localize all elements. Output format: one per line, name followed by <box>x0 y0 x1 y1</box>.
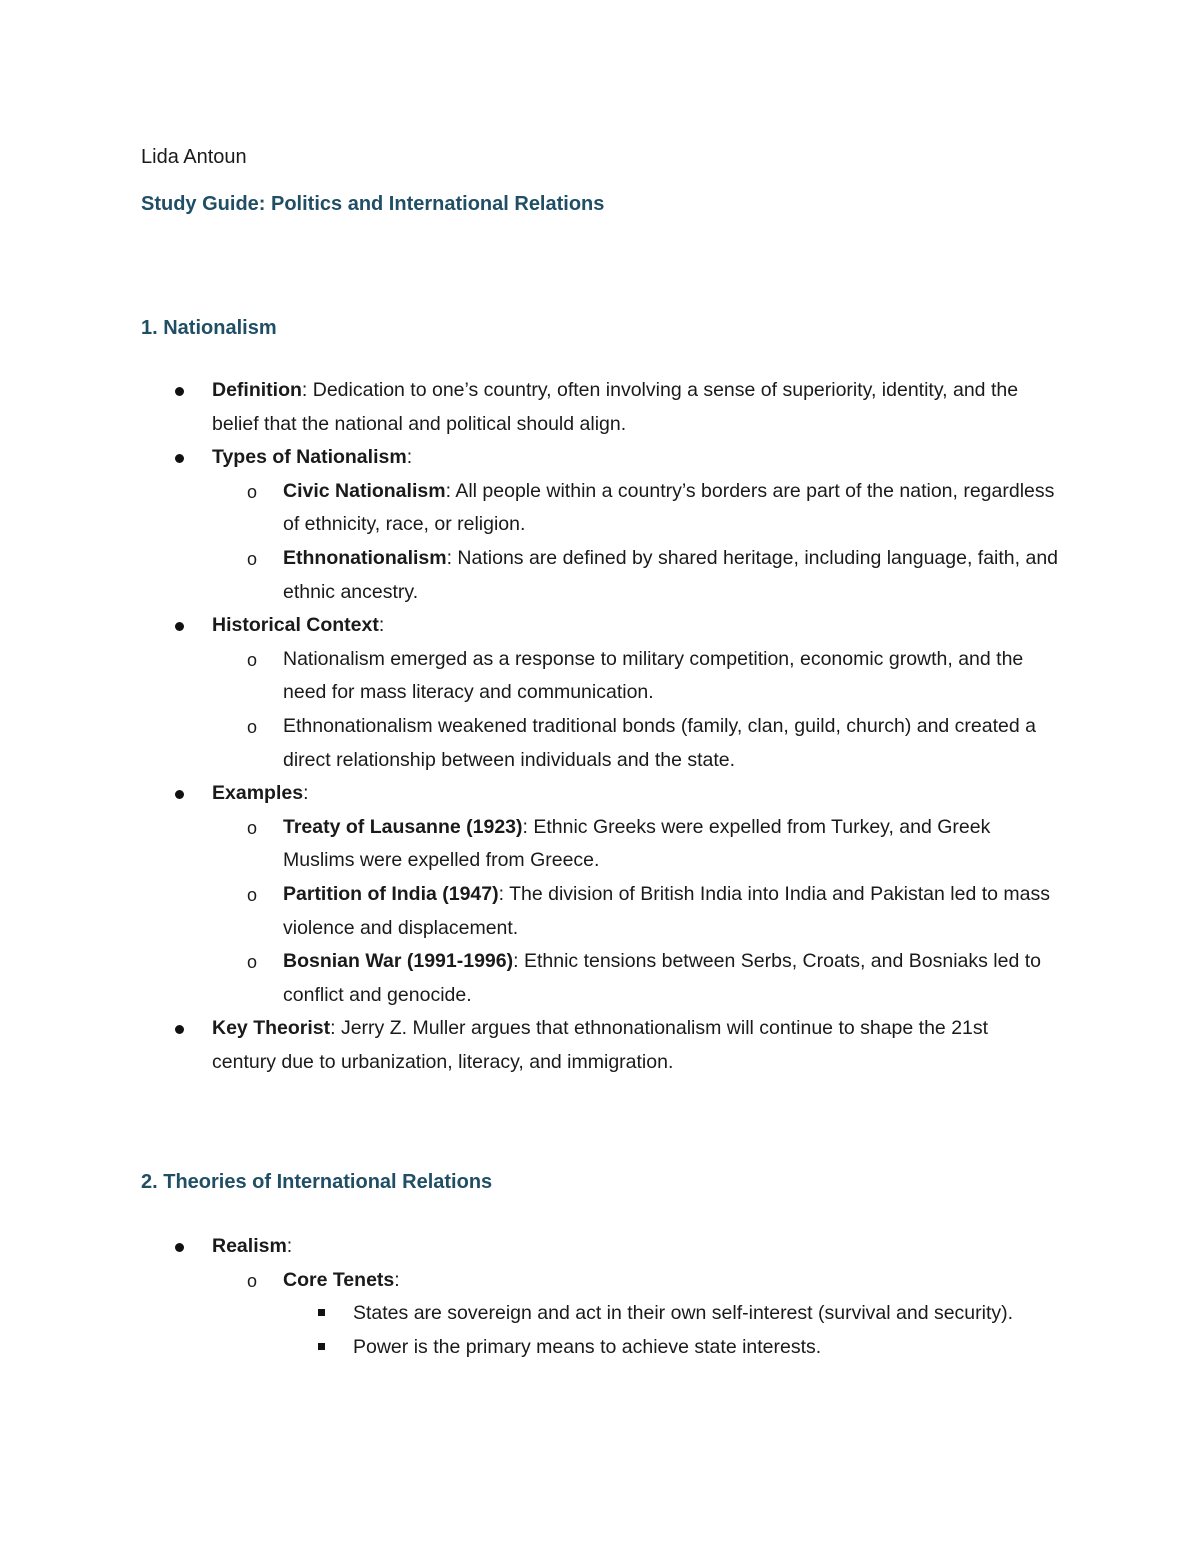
bullet-disc-icon <box>175 387 184 396</box>
colon: : <box>378 614 385 637</box>
term-definition: Definition <box>212 379 302 401</box>
bullet-circle-icon: o <box>247 548 258 569</box>
colon: : <box>286 1235 293 1257</box>
list-item-definition <box>0 374 1052 441</box>
historical-text-1: Nationalism emerged as a response to military competition, economic growth, and the need for mass literacy and communication. <box>283 647 1024 704</box>
bullet-circle-icon: o <box>247 817 258 838</box>
term-types: Types of Nationalism <box>212 446 407 469</box>
list-item-partition <box>0 878 1063 945</box>
bullet-square-icon <box>318 1309 325 1316</box>
term-theorist: Key Theorist <box>212 1017 331 1040</box>
list-item-historical-2 <box>0 710 1063 777</box>
list-item-tenet-1 <box>0 1297 1043 1331</box>
bullet-disc-icon <box>175 454 184 463</box>
definition-text: : Dedication to one’s country, often involving a sense of superiority, identity, and the belief that the national and political should align. <box>212 379 1019 435</box>
theorist-text: : Jerry Z. Muller argues that ethnonationalism will continue to shape the 21st century due to urbanization, literacy, and immigration. <box>212 1017 989 1073</box>
list-item-lausanne <box>0 811 1063 878</box>
ethno-text: : Nations are defined by shared heritage, including language, faith, and ethnic ancestry. <box>283 546 1059 603</box>
colon: : <box>303 782 309 805</box>
bullet-circle-icon: o <box>247 952 258 973</box>
bullet-disc-icon <box>175 1025 184 1034</box>
list-item-realism <box>0 1230 1052 1264</box>
list-item-bosnian <box>0 945 1063 1012</box>
colon: : <box>406 446 413 469</box>
bullet-disc-icon <box>175 790 184 799</box>
list-item-historical <box>0 609 1052 643</box>
term-partition: Partition of India (1947) <box>283 882 499 905</box>
civic-text: : All people within a country’s borders are part of the nation, regardless of ethnicity, race, or religion. <box>283 479 1055 536</box>
term-core-tenets: Core Tenets <box>283 1268 395 1291</box>
ir-theories-list <box>0 1230 1200 1364</box>
list-item-historical-1 <box>0 643 1063 710</box>
list-item-theorist <box>0 1012 1052 1079</box>
lausanne-text: : Ethnic Greeks were expelled from Turkey, and Greek Muslims were expelled from Greece. <box>283 815 991 872</box>
term-examples: Examples <box>212 782 304 805</box>
document-title: Study Guide: Politics and International Relations <box>141 193 605 215</box>
author-name: Lida Antoun <box>141 146 247 168</box>
section-heading-nationalism: 1. Nationalism <box>141 317 277 339</box>
list-item-types <box>0 441 1052 475</box>
bullet-circle-icon: o <box>247 884 258 905</box>
bullet-disc-icon <box>175 622 184 631</box>
list-item-examples <box>0 777 1052 811</box>
partition-text: : The division of British India into India and Pakistan led to mass violence and displacement. <box>283 882 1050 939</box>
list-item-tenet-2 <box>0 1331 1043 1365</box>
colon: : <box>394 1268 400 1291</box>
bullet-disc-icon <box>175 1243 184 1252</box>
bullet-circle-icon: o <box>247 481 258 502</box>
list-item-ethno <box>0 542 1063 609</box>
term-ethno: Ethnonationalism <box>283 546 447 569</box>
tenet-text-1: States are sovereign and act in their own self-interest (survival and security). <box>353 1302 1014 1325</box>
term-bosnian: Bosnian War (1991-1996) <box>283 950 514 973</box>
bullet-circle-icon: o <box>247 1270 258 1291</box>
term-realism: Realism <box>212 1235 287 1257</box>
term-historical: Historical Context <box>212 614 379 637</box>
term-civic: Civic Nationalism <box>283 479 446 502</box>
section-heading-ir-theories: 2. Theories of International Relations <box>141 1171 493 1193</box>
nationalism-list <box>0 374 1200 1079</box>
bosnian-text: : Ethnic tensions between Serbs, Croats, and Bosniaks led to conflict and genocide. <box>283 950 1042 1006</box>
historical-text-2: Ethnonationalism weakened traditional bonds (family, clan, guild, church) and created a direct relationship between individuals and the state. <box>283 714 1036 771</box>
list-item-core-tenets <box>0 1264 1063 1298</box>
bullet-square-icon <box>318 1343 325 1350</box>
bullet-circle-icon: o <box>247 649 258 670</box>
term-lausanne: Treaty of Lausanne (1923) <box>283 815 523 838</box>
bullet-circle-icon: o <box>247 716 258 737</box>
list-item-civic <box>0 475 1063 542</box>
tenet-text-2: Power is the primary means to achieve state interests. <box>353 1335 822 1358</box>
